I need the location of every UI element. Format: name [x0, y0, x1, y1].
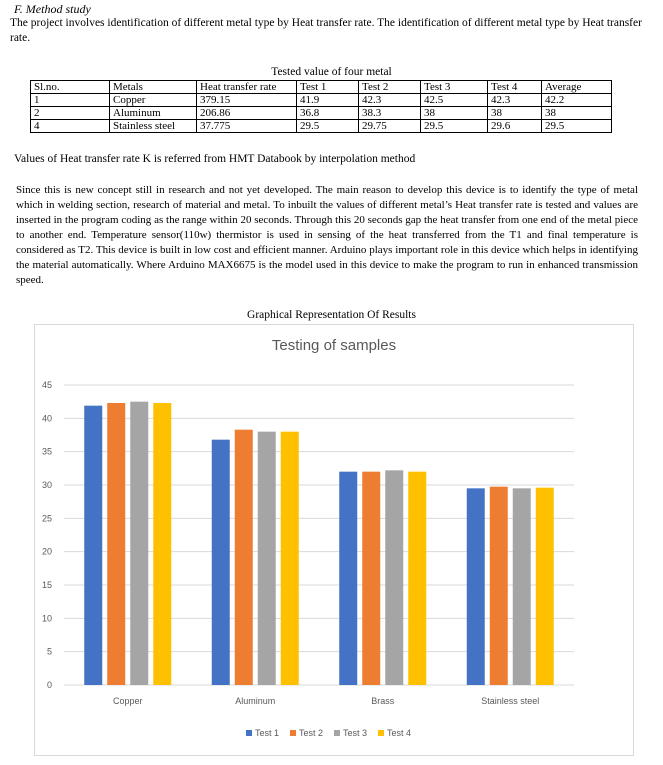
bar	[536, 488, 554, 685]
table-header-row	[31, 81, 612, 94]
table-cell: 38	[488, 107, 542, 120]
legend-swatch	[246, 730, 252, 736]
table-caption: Tested value of four metal	[271, 66, 392, 78]
chart-title: Testing of samples	[271, 337, 397, 354]
bar	[339, 472, 357, 685]
bar	[107, 403, 125, 685]
table-cell: 4	[31, 120, 110, 133]
results-table	[30, 80, 612, 133]
legend-swatch	[334, 730, 340, 736]
y-tick-label: 15	[41, 580, 52, 590]
interpolation-note: Values of Heat transfer rate K is referred from HMT Databook by interpolation method	[14, 153, 416, 165]
y-tick-label: 10	[41, 613, 52, 624]
bar	[490, 487, 508, 685]
table-cell: 36.8	[297, 107, 359, 120]
bar	[362, 472, 380, 685]
body-paragraph: Since this is new concept still in research and not yet developed. The main reason to develop this device is to identify the type of metal which in welding section, research of material and metal. To inbuilt the values of different metal’s Heat transfer rate is tested and values are inserted in the program coding as the range within 20 seconds. Through this 20 seconds gap the heat transfer from one end of the metal piece to another end. Temperature sensor(110w) thermistor is used in sensing of the heat transferred from the T1 and final temperature is considered as T2. This device is built in low cost and efficient manner. Arduino plays important role in this device which helps in identifying the material automatically. Where Arduino MAX6675 is the model used in this device to make the program to run in enhanced transmission speed.	[16, 184, 638, 286]
y-tick-label: 40	[41, 413, 52, 424]
table-cell: 29.6	[488, 120, 542, 133]
y-tick-label: 30	[41, 480, 52, 490]
table-cell: 29.75	[359, 120, 421, 133]
y-tick-label: 20	[41, 546, 52, 557]
bar	[84, 406, 102, 685]
table-cell: 29.5	[297, 120, 359, 133]
table-cell: 42.3	[488, 94, 542, 107]
y-tick-label: 45	[41, 380, 52, 390]
header-test4: Test 4	[488, 81, 542, 94]
bar	[130, 402, 148, 685]
header-test2: Test 2	[359, 81, 421, 94]
table-cell: 42.2	[542, 94, 612, 107]
table-row	[31, 94, 612, 107]
x-tick-label: Aluminum	[235, 696, 276, 706]
x-tick-label: Brass	[371, 696, 395, 706]
bar	[153, 403, 171, 685]
header-heat-transfer-rate: Heat transfer rate	[197, 81, 297, 94]
header-average: Average	[542, 81, 612, 94]
table-cell: Aluminum	[110, 107, 197, 120]
table-cell: 38.3	[359, 107, 421, 120]
y-tick-label: 35	[41, 446, 52, 457]
legend-label: Test 3	[343, 728, 368, 738]
header-slno: Sl.no.	[31, 81, 110, 94]
table-cell: 2	[31, 107, 110, 120]
table-cell: 38	[542, 107, 612, 120]
table-cell: Copper	[110, 94, 197, 107]
bar	[212, 440, 230, 685]
chart-caption: Graphical Representation Of Results	[247, 309, 416, 321]
bar	[258, 432, 276, 685]
table-cell: 42.5	[421, 94, 488, 107]
legend-swatch	[378, 730, 384, 736]
table-cell: 38	[421, 107, 488, 120]
header-test1: Test 1	[297, 81, 359, 94]
legend-label: Test 1	[255, 728, 280, 738]
table-cell: 42.3	[359, 94, 421, 107]
table-cell: 379.15	[197, 94, 297, 107]
table-row	[31, 107, 612, 120]
bar	[235, 430, 253, 685]
bar	[513, 488, 531, 685]
x-tick-label: Stainless steel	[481, 696, 540, 706]
legend-label: Test 4	[387, 728, 412, 738]
table-cell: 206.86	[197, 107, 297, 120]
table-row	[31, 120, 612, 133]
bar	[281, 432, 299, 685]
intro-text: The project involves identification of different metal type by Heat transfer rate. The identification of different metal type by Heat transfer rate.	[10, 17, 642, 44]
bar	[408, 472, 426, 685]
bar	[467, 488, 485, 685]
bar-chart	[34, 324, 634, 756]
table-cell: 29.5	[542, 120, 612, 133]
table-cell: 37.775	[197, 120, 297, 133]
y-tick-label: 5	[46, 646, 52, 657]
table-cell: 1	[31, 94, 110, 107]
y-tick-label: 25	[41, 513, 52, 524]
legend-label: Test 2	[299, 728, 324, 738]
table-cell: Stainless steel	[110, 120, 197, 133]
table-cell: 41.9	[297, 94, 359, 107]
legend-swatch	[290, 730, 296, 736]
bar	[385, 470, 403, 685]
header-test3: Test 3	[421, 81, 488, 94]
header-metals: Metals	[110, 81, 197, 94]
y-tick-label: 0	[46, 680, 52, 690]
section-heading: F. Method study	[14, 2, 91, 16]
x-tick-label: Copper	[112, 696, 143, 706]
table-cell: 29.5	[421, 120, 488, 133]
